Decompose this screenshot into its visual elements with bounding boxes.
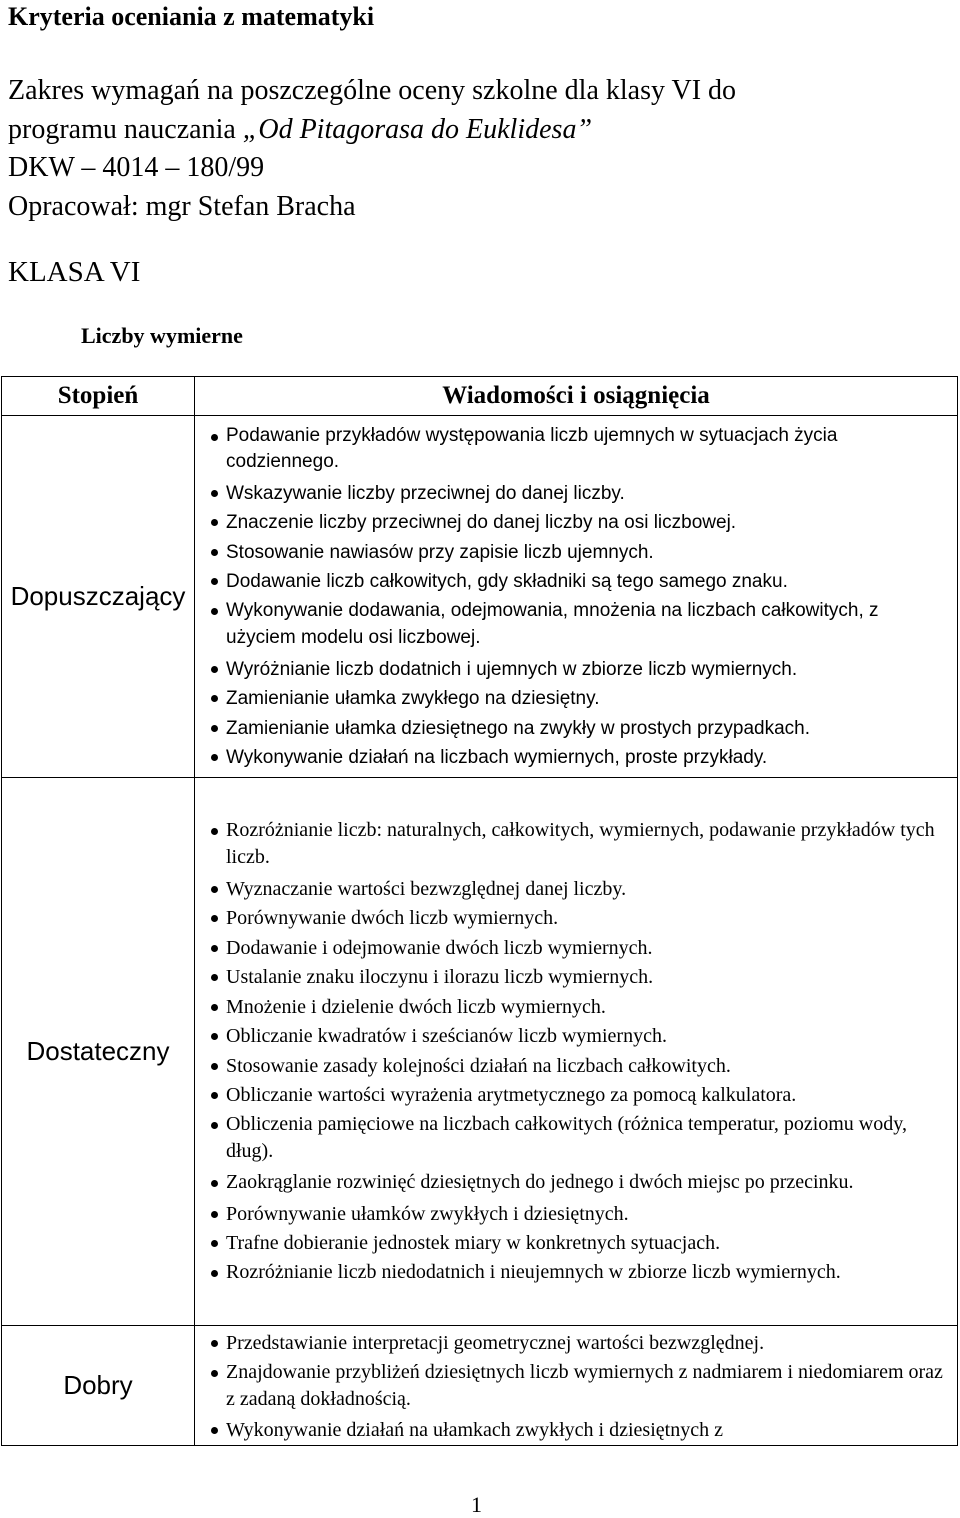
grade-cell [2,778,195,1326]
list-item: Podawanie przykładów występowania liczb ujemnych w sytuacjach życia codziennego. [211,423,949,475]
list-item: Rozróżnianie liczb: naturalnych, całkowitych, wymiernych, podawanie przykładów tych liczb. [211,817,949,871]
bullet-icon [211,828,218,835]
intro-block [8,72,736,226]
bullet-icon [211,1270,218,1277]
bullet-icon [211,695,218,702]
list-item: Obliczenia pamięciowe na liczbach całkowitych (różnica temperatur, poziomu wody, dług). [211,1111,949,1165]
list-item: Wykonywanie działań na liczbach wymiernych, proste przykłady. [211,743,949,773]
list-item: Ustalanie znaku iloczynu i ilorazu liczb wymiernych. [211,963,949,993]
list-item: Mnożenie i dzielenie dwóch liczb wymiernych. [211,993,949,1023]
bullet-icon [211,1340,218,1347]
bullet-icon [211,886,218,893]
grade-cell [2,1326,195,1446]
intro-line-2-prefix: programu nauczania [8,113,243,145]
bullet-icon [211,1004,218,1011]
list-item: Stosowanie zasady kolejności działań na liczbach całkowitych. [211,1052,949,1082]
bullet-icon [211,549,218,556]
header-achievements: Wiadomości i osiągnięcia [195,377,958,416]
grades-table [1,376,958,1446]
list-item: Dodawanie i odejmowanie dwóch liczb wymiernych. [211,934,949,964]
bullet-icon [211,1033,218,1040]
table-row-dostateczny [2,778,958,1326]
intro-line-1: Zakres wymagań na poszczególne oceny szkolne dla klasy VI do [8,75,737,106]
items-cell [195,778,958,1326]
bullet-icon [211,1063,218,1070]
list-item: Porównywanie dwóch liczb wymiernych. [211,904,949,934]
items-list [195,814,957,1290]
list-item: Przedstawianie interpretacji geometrycznej wartości bezwzględnej. [211,1329,949,1359]
class-heading: KLASA VI [8,256,141,288]
list-item: Wyznaczanie wartości bezwzględnej danej liczby. [211,875,949,905]
section-heading: Liczby wymierne [81,323,243,348]
bullet-icon [211,519,218,526]
items-list [195,417,957,777]
list-item: Znajdowanie przybliżeń dziesiętnych liczb wymiernych z nadmiarem i niedomiarem oraz z zadaną dokładnością. [211,1359,949,1413]
table-row-dopuszczajacy [2,416,958,778]
items-list [195,1326,957,1445]
intro-line-3: DKW – 4014 – 180/99 [8,152,265,183]
list-item: Zaokrąglanie rozwinięć dziesiętnych do jednego i dwóch miejsc po przecinku. [211,1169,949,1196]
list-item: Wskazywanie liczby przeciwnej do danej liczby. [211,479,949,509]
bullet-icon [211,945,218,952]
bullet-icon [211,1122,218,1129]
intro-line-4: Opracował: mgr Stefan Bracha [8,190,356,222]
program-name: „Od Pitagorasa do Euklidesa” [242,113,593,145]
list-item: Wykonywanie działań na ułamkach zwykłych i dziesiętnych z [211,1416,949,1446]
bullet-icon [211,974,218,981]
list-item: Rozróżnianie liczb niedodatnich i nieujemnych w zbiorze liczb wymiernych. [211,1259,949,1286]
list-item: Zamienianie ułamka zwykłego na dziesiętny. [211,684,949,714]
bullet-icon [211,725,218,732]
table-header-row [2,377,958,416]
grade-label: Dopuszczający [10,581,186,611]
list-item: Wyróżnianie liczb dodatnich i ujemnych w zbiorze liczb wymiernych. [211,655,949,685]
list-item: Znaczenie liczby przeciwnej do danej liczby na osi liczbowej. [211,508,949,538]
list-item: Zamienianie ułamka dziesiętnego na zwykły w prostych przypadkach. [211,714,949,744]
bullet-icon [211,1427,218,1434]
grade-cell [2,416,195,778]
list-item: Porównywanie ułamków zwykłych i dziesiętnych. [211,1200,949,1230]
bullet-icon [211,1092,218,1099]
bullet-icon [211,1370,218,1377]
document-title: Kryteria oceniania z matematyki [8,2,375,31]
list-item: Stosowanie nawiasów przy zapisie liczb ujemnych. [211,538,949,568]
bullet-icon [211,1240,218,1247]
list-item: Obliczanie wartości wyrażenia arytmetycznego za pomocą kalkulatora. [211,1081,949,1111]
header-grade: Stopień [2,377,195,416]
items-cell [195,416,958,778]
bullet-icon [211,608,218,615]
bullet-icon [211,578,218,585]
grade-label: Dostateczny [26,1036,170,1066]
list-item: Wykonywanie dodawania, odejmowania, mnożenia na liczbach całkowitych, z użyciem modelu osi liczbowej. [211,597,949,651]
bullet-icon [211,490,218,497]
list-item: Obliczanie kwadratów i sześcianów liczb wymiernych. [211,1022,949,1052]
grade-label: Dobry [63,1370,133,1400]
bullet-icon [211,1211,218,1218]
table-row-dobry [2,1326,958,1446]
bullet-icon [211,666,218,673]
page-number: 1 [471,1492,482,1517]
bullet-icon [211,434,218,441]
intro-line-2 [8,111,736,150]
bullet-icon [211,1180,218,1187]
list-item: Dodawanie liczb całkowitych, gdy składniki są tego samego znaku. [211,567,949,597]
bullet-icon [211,754,218,761]
list-item: Trafne dobieranie jednostek miary w konkretnych sytuacjach. [211,1229,949,1259]
items-cell [195,1326,958,1446]
bullet-icon [211,915,218,922]
